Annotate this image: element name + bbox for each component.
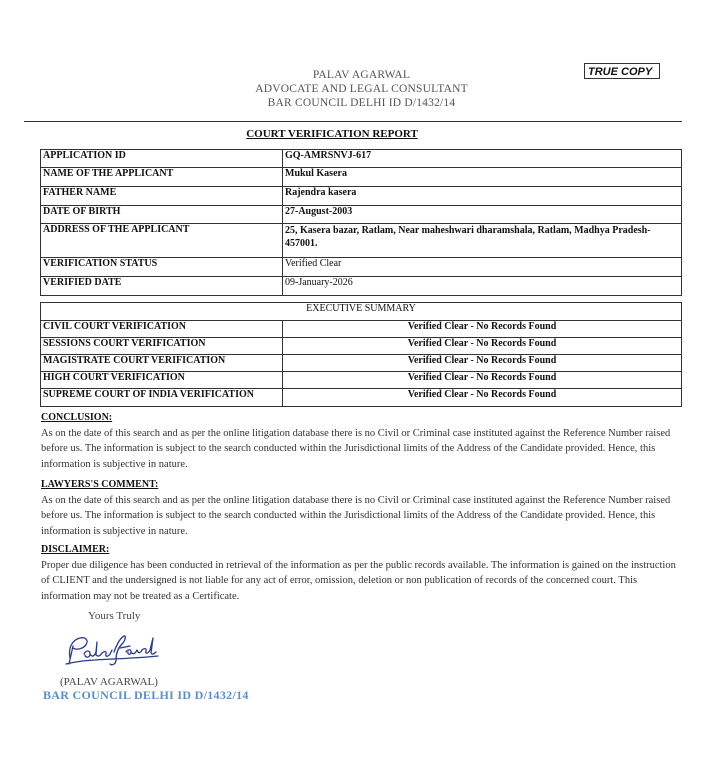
table-row [41, 372, 682, 389]
applicant-details-table [40, 149, 682, 296]
closing-salutation: Yours Truly [88, 610, 141, 622]
table-row [41, 303, 682, 321]
summary-label: HIGH COURT VERIFICATION [41, 372, 283, 389]
detail-value: GQ-AMRSNVJ-617 [283, 150, 682, 168]
lawyers-comment-text: As on the date of this search and as per the online litigation database there is no Civil or Criminal case instituted against the Reference Number raised before us. The information is subject to the search conducted within the Jurisdictional limits of the Address of the Candidate provided. Hence, this information is subjective in nature. [41, 494, 671, 537]
signatory-name: (PALAV AGARWAL) [60, 676, 158, 688]
executive-summary-table [40, 302, 682, 407]
report-title: COURT VERIFICATION REPORT [246, 128, 418, 140]
conclusion-heading: CONCLUSION: [41, 412, 113, 423]
table-row [41, 355, 682, 372]
detail-label: FATHER NAME [41, 187, 283, 206]
summary-title: EXECUTIVE SUMMARY [41, 303, 682, 321]
letterhead [0, 68, 723, 110]
table-row [41, 224, 682, 258]
summary-label: MAGISTRATE COURT VERIFICATION [41, 355, 283, 372]
table-row [41, 389, 682, 407]
signatory-bar-id: BAR COUNCIL DELHI ID D/1432/14 [43, 688, 249, 702]
advocate-name: PALAV AGARWAL [312, 69, 411, 81]
verified-date-value: 09-January-2026 [283, 277, 682, 296]
disclaimer-heading: DISCLAIMER: [41, 544, 110, 555]
advocate-designation: ADVOCATE AND LEGAL CONSULTANT [255, 83, 468, 95]
detail-value: 27-August-2003 [283, 206, 682, 224]
table-row [41, 150, 682, 168]
summary-value: Verified Clear - No Records Found [283, 321, 682, 338]
detail-label: NAME OF THE APPLICANT [41, 168, 283, 187]
summary-value: Verified Clear - No Records Found [283, 372, 682, 389]
detail-label: VERIFIED DATE [41, 277, 283, 296]
table-row [41, 338, 682, 355]
true-copy-stamp: TRUE COPY [584, 63, 660, 79]
table-row [41, 206, 682, 224]
table-row [41, 187, 682, 206]
conclusion-section [41, 410, 681, 472]
lawyers-comment-section [41, 477, 681, 539]
signature-text: Palav Agarwal [60, 628, 66, 629]
lawyers-comment-heading: LAWYERS'S COMMENT: [41, 479, 159, 490]
summary-value: Verified Clear - No Records Found [283, 389, 682, 407]
detail-value: 25, Kasera bazar, Ratlam, Near maheshwari dharamshala, Ratlam, Madhya Pradesh-457001. [283, 224, 682, 258]
summary-value: Verified Clear - No Records Found [283, 338, 682, 355]
signature-image [60, 628, 165, 670]
table-row [41, 168, 682, 187]
table-row [41, 258, 682, 277]
summary-label: CIVIL COURT VERIFICATION [41, 321, 283, 338]
conclusion-text: As on the date of this search and as per the online litigation database there is no Civil or Criminal case instituted against the Reference Number raised before us. The information is subject to the search conducted within the Jurisdictional limits of the Address of the Candidate provided. Hence, this information is subjective in nature. [41, 427, 671, 470]
detail-label: ADDRESS OF THE APPLICANT [41, 224, 283, 258]
detail-label: VERIFICATION STATUS [41, 258, 283, 277]
summary-label: SUPREME COURT OF INDIA VERIFICATION [41, 389, 283, 407]
detail-label: APPLICATION ID [41, 150, 283, 168]
disclaimer-text: Proper due diligence has been conducted in retrieval of the information as per the public records available. The information is gained on the instruction of CLIENT and the undersigned is not liable for any act of error, omission, deletion or non publication of records of the concerned court. This information may not be treated as a Certificate. [41, 559, 676, 602]
detail-value: Mukul Kasera [283, 168, 682, 187]
detail-label: DATE OF BIRTH [41, 206, 283, 224]
summary-label: SESSIONS COURT VERIFICATION [41, 338, 283, 355]
header-divider [24, 121, 682, 122]
detail-value: Rajendra kasera [283, 187, 682, 206]
verification-status-value: Verified Clear [283, 258, 682, 277]
table-row [41, 277, 682, 296]
table-row [41, 321, 682, 338]
disclaimer-section [41, 542, 681, 604]
advocate-bar-id: BAR COUNCIL DELHI ID D/1432/14 [267, 97, 456, 109]
summary-value: Verified Clear - No Records Found [283, 355, 682, 372]
